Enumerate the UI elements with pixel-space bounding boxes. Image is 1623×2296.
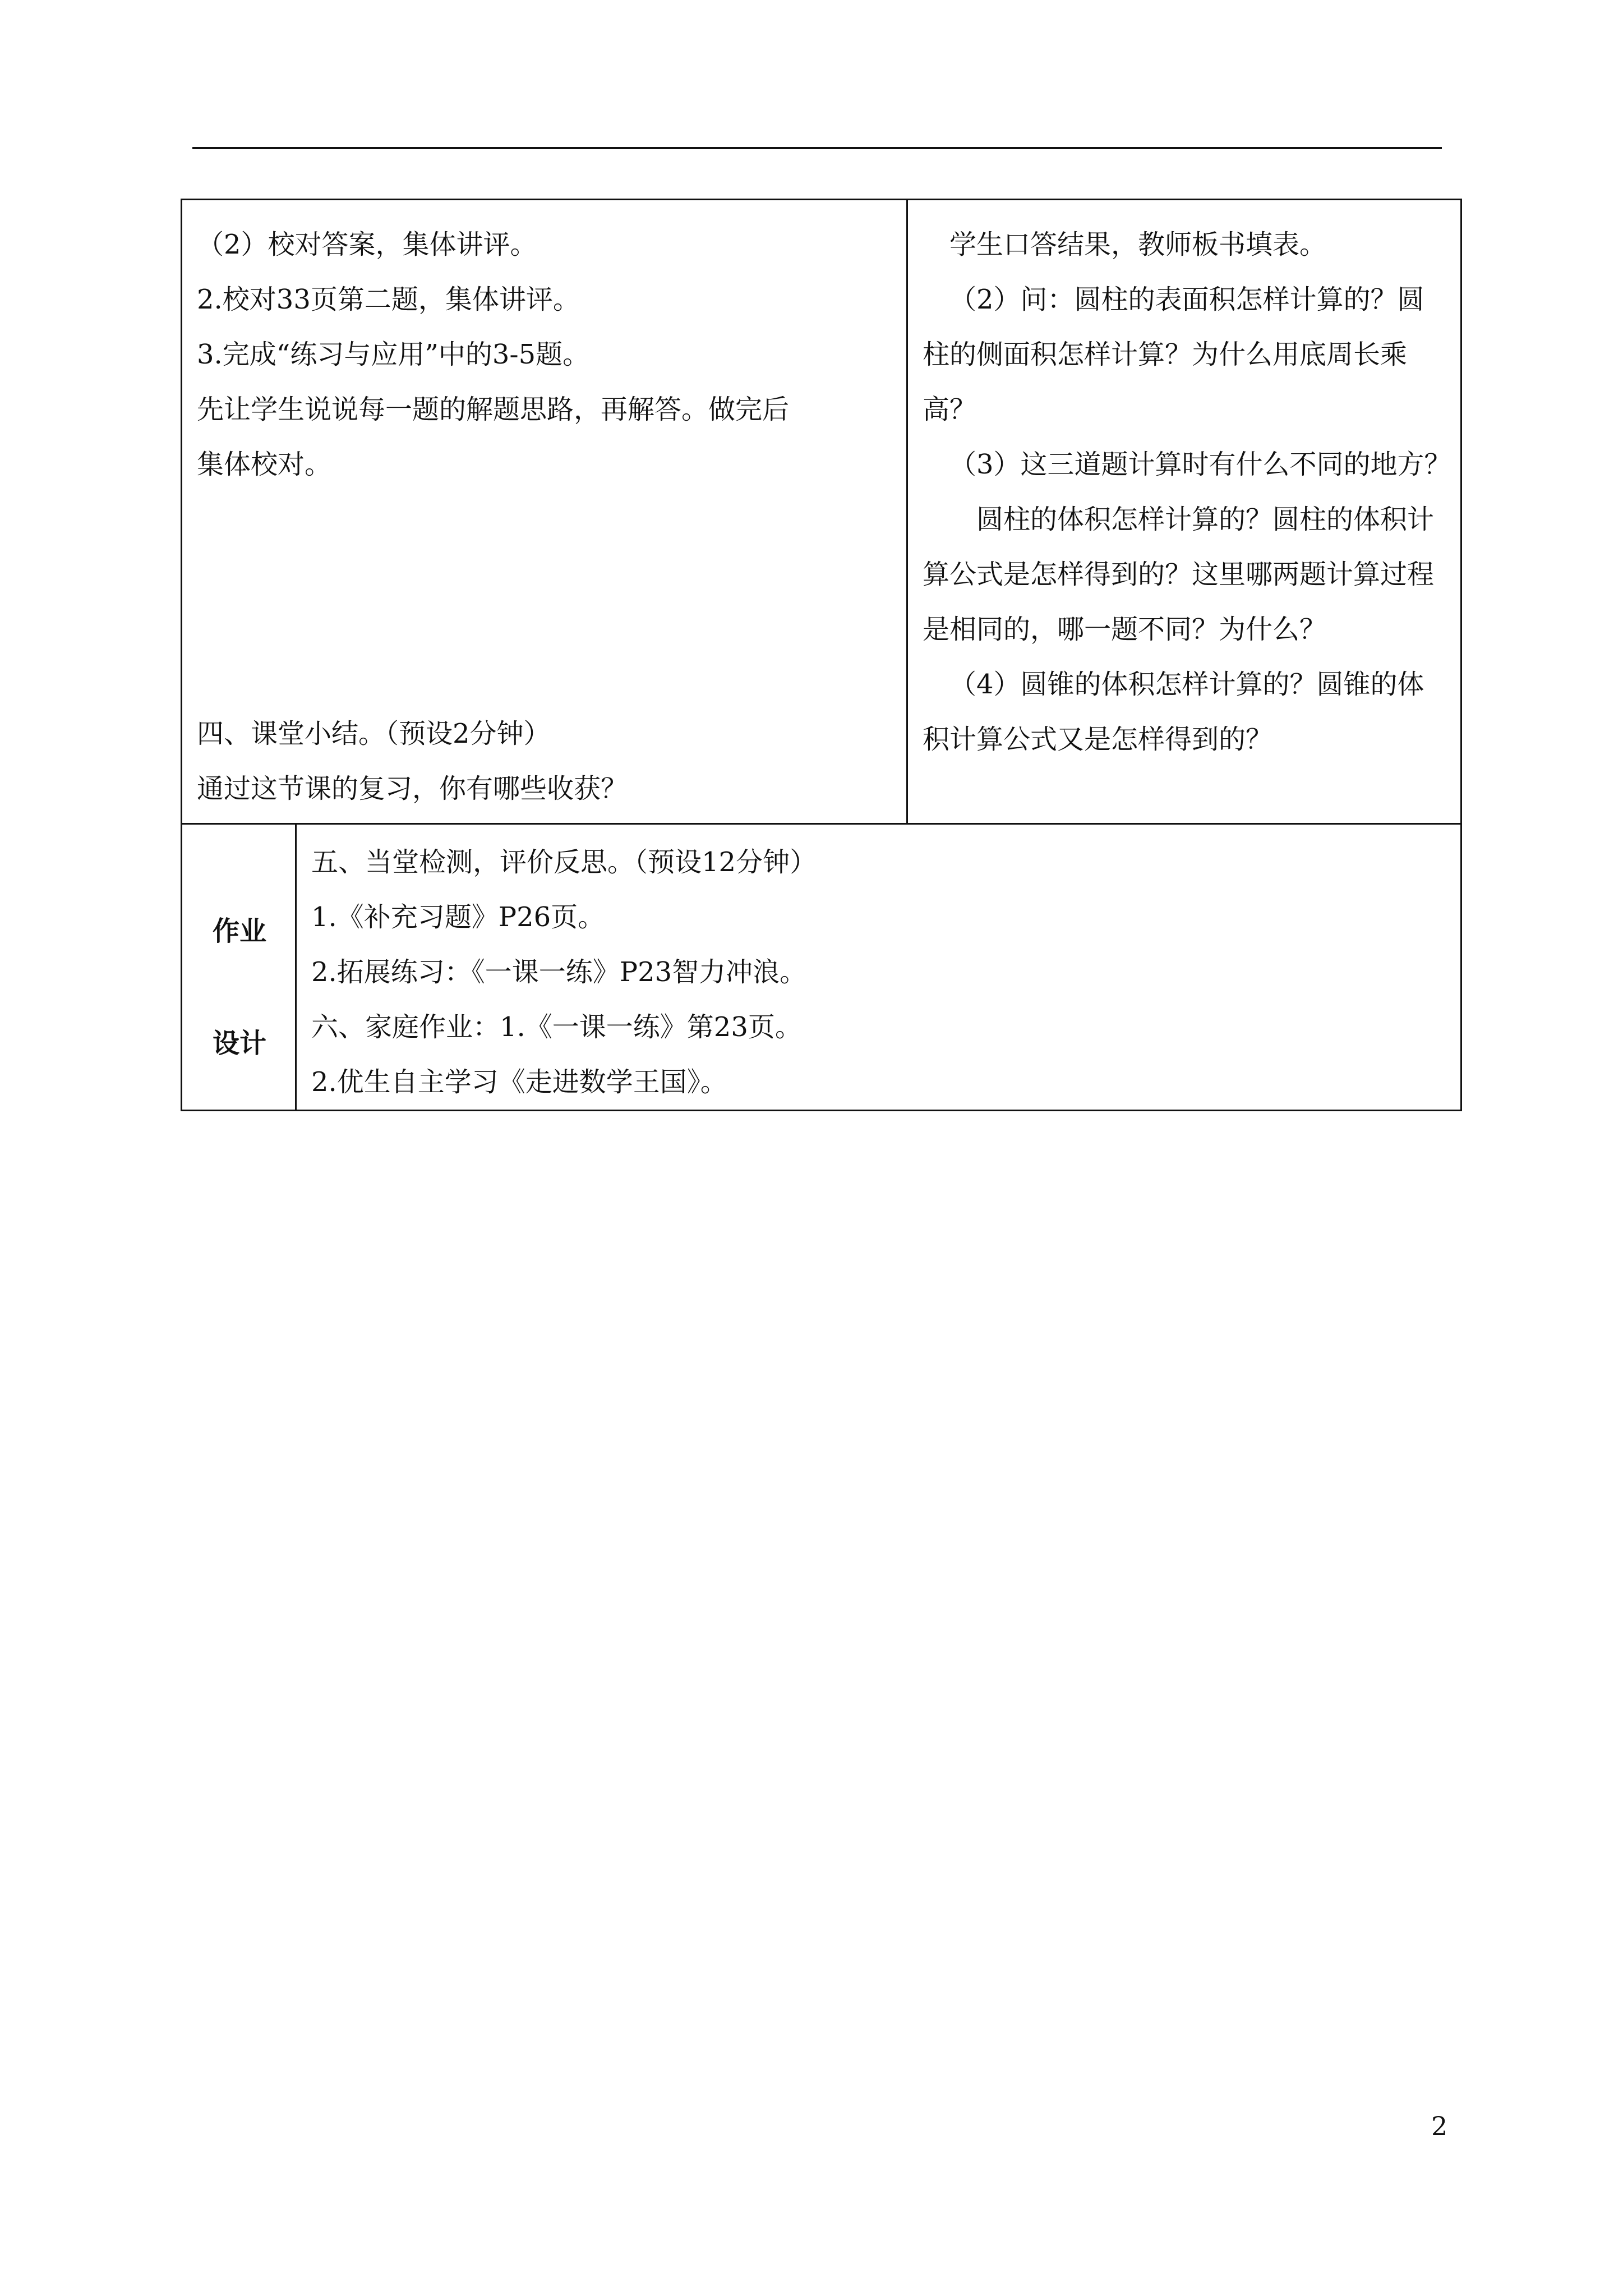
summary-heading: 四、课堂小结。（预设2分钟） [197,718,551,749]
activity-line: 3.完成“练习与应用”中的3-5题。 [197,339,590,370]
activity-line: 2.校对33页第二题，集体讲评。 [197,284,580,315]
question-cylinder-area: （2）问：圆柱的表面积怎样计算的？圆柱的侧面积怎样计算？为什么用底周长乘高？ [923,284,1424,425]
activity-line: （2）校对答案，集体讲评。 [197,229,537,260]
question-differences: （3）这三道题计算时有什么不同的地方？ [949,449,1451,480]
student-answer-line: 学生口答结果，教师板书填表。 [949,229,1327,260]
lesson-plan-table [181,199,1462,1111]
activities-row [182,200,1461,824]
teacher-activities-cell [182,200,907,824]
homework-row [182,824,1461,1111]
question-cone-volume: （4）圆锥的体积怎样计算的？圆锥的体积计算公式又是怎样得到的？ [923,669,1424,755]
homework-item: 1.《补充习题》P26页。 [311,901,605,933]
lesson-summary [197,706,628,816]
homework-item: 2.优生自主学习《走进数学王国》。 [311,1066,727,1098]
page-number: 2 [1431,2111,1448,2141]
homework-item: 六、家庭作业：1.《一课一练》第23页。 [311,1011,802,1043]
header-rule [192,147,1442,149]
activity-line: 集体校对。 [197,449,332,480]
homework-item: 2.拓展练习：《一课一练》P23智力冲浪。 [311,956,807,988]
homework-item: 五、当堂检测，评价反思。（预设12分钟） [311,846,817,878]
activity-line: 先让学生说说每一题的解题思路，再解答。做完后 [197,394,790,425]
homework-label-top: 作业 [212,915,266,947]
homework-label-cell [182,824,296,1111]
question-cylinder-volume: 圆柱的体积怎样计算的？圆柱的体积计算公式是怎样得到的？这里哪两题计算过程是相同的，哪一题不同？为什么？ [923,504,1435,645]
homework-content-cell [296,824,1461,1111]
summary-question: 通过这节课的复习，你有哪些收获？ [197,773,628,804]
homework-label-bottom: 设计 [212,1028,266,1059]
student-activities-cell [907,200,1461,824]
